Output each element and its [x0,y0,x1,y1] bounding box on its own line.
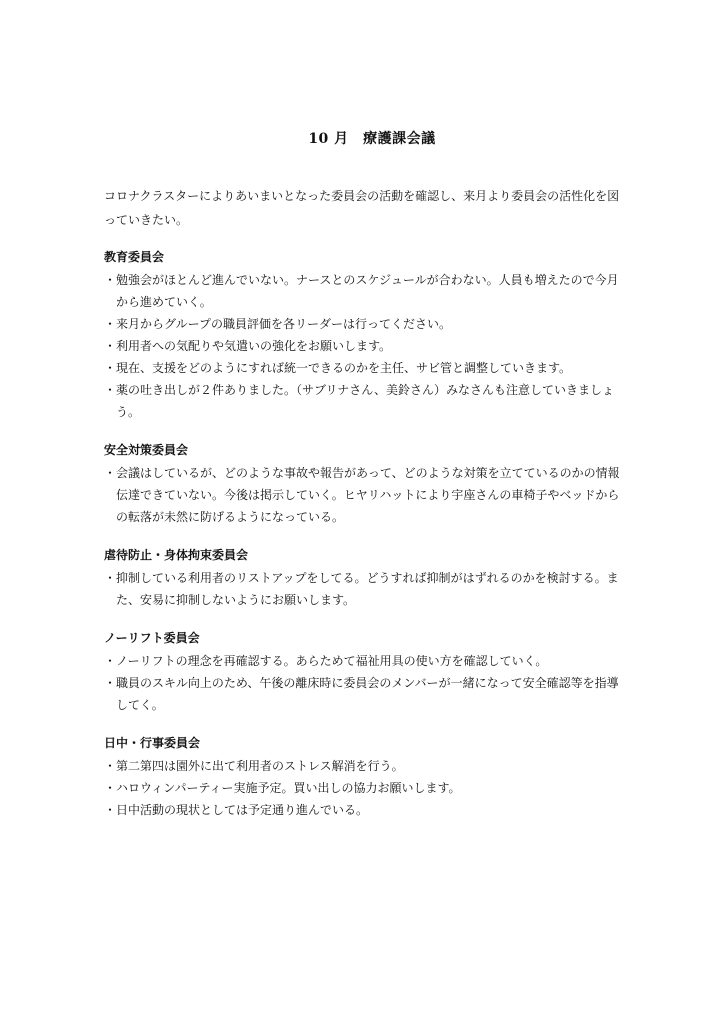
item-text: 抑制している利用者のリストアップをしてる。どうすれば抑制がはずれるのかを検討する。また、安易に抑制しないようにお願いします。 [116,571,619,607]
bullet-marker: ・ [104,317,117,331]
list-item [104,269,628,313]
item-list [104,269,628,423]
item-text: 利用者への気配りや気遣いの強化をお願いします。 [116,339,392,353]
item-text: ハロウィンパーティー実施予定。買い出しの協力お願いします。 [116,781,461,795]
section-heading: 教育委員会 [104,250,165,264]
list-item [104,672,628,716]
bullet-marker: ・ [104,803,117,817]
section-heading: ノーリフト委員会 [104,631,200,645]
section-heading: 安全対策委員会 [104,443,189,457]
item-text: 薬の吐き出しが２件ありました。（サブリナさん、美鈴さん）みなさんも注意していきましょう。 [116,383,615,419]
list-item [104,335,628,357]
item-list [104,650,628,716]
bullet-marker: ・ [104,361,117,375]
item-text: 勉強会がほとんど進んでいない。ナースとのスケジュールが合わない。人員も増えたので今月から進めていく。 [116,273,619,309]
list-item [104,313,628,335]
section-no-lift-committee [104,627,628,716]
section-safety-committee [104,439,628,528]
list-item [104,357,628,379]
item-list [104,567,628,611]
list-item [104,777,628,799]
document-title: 10 月 療護課会議 [308,131,436,147]
list-item [104,650,628,672]
bullet-marker: ・ [104,339,117,353]
section-abuse-prevention-committee [104,544,628,611]
item-text: 会議はしているが、どのような事故や報告があって、どのような対策を立てているのかの情報伝達できていない。今後は掲示していく。ヒヤリハットにより宇座さんの車椅子やベッドからの転落が未然に防げるようになっている。 [116,466,620,524]
list-item [104,755,628,777]
item-text: 第二第四は園外に出て利用者のストレス解消を行う。 [116,759,404,773]
list-item [104,379,628,423]
bullet-marker: ・ [104,781,117,795]
section-heading: 日中・行事委員会 [104,736,201,750]
list-item [104,567,628,611]
section-heading: 虐待防止・身体拘束委員会 [104,548,249,562]
item-list [104,462,628,528]
bullet-marker: ・ [104,273,117,287]
bullet-marker: ・ [104,654,117,668]
item-list [104,755,628,821]
bullet-marker: ・ [104,571,117,585]
bullet-marker: ・ [104,383,117,397]
item-text: 来月からグループの職員評価を各リーダーは行ってください。 [116,317,452,331]
bullet-marker: ・ [104,676,117,690]
item-text: 日中活動の現状としては予定通り進んでいる。 [116,803,369,817]
bullet-marker: ・ [104,466,117,480]
item-text: ノーリフトの理念を再確認する。あらためて福祉用具の使い方を確認していく。 [116,654,548,668]
list-item [104,799,628,821]
section-education-committee [104,246,628,423]
bullet-marker: ・ [104,759,117,773]
list-item [104,462,628,528]
item-text: 現在、支援をどのようにすれば統一できるのかを主任、サビ管と調整していきます。 [116,361,572,375]
section-daytime-events-committee [104,732,628,821]
item-text: 職員のスキル向上のため、午後の離床時に委員会のメンバーが一緒になって安全確認等を指導してく。 [116,676,619,712]
intro-paragraph: コロナクラスターによりあいまいとなった委員会の活動を確認し、来月より委員会の活性化を図っていきたい。 [104,189,620,227]
